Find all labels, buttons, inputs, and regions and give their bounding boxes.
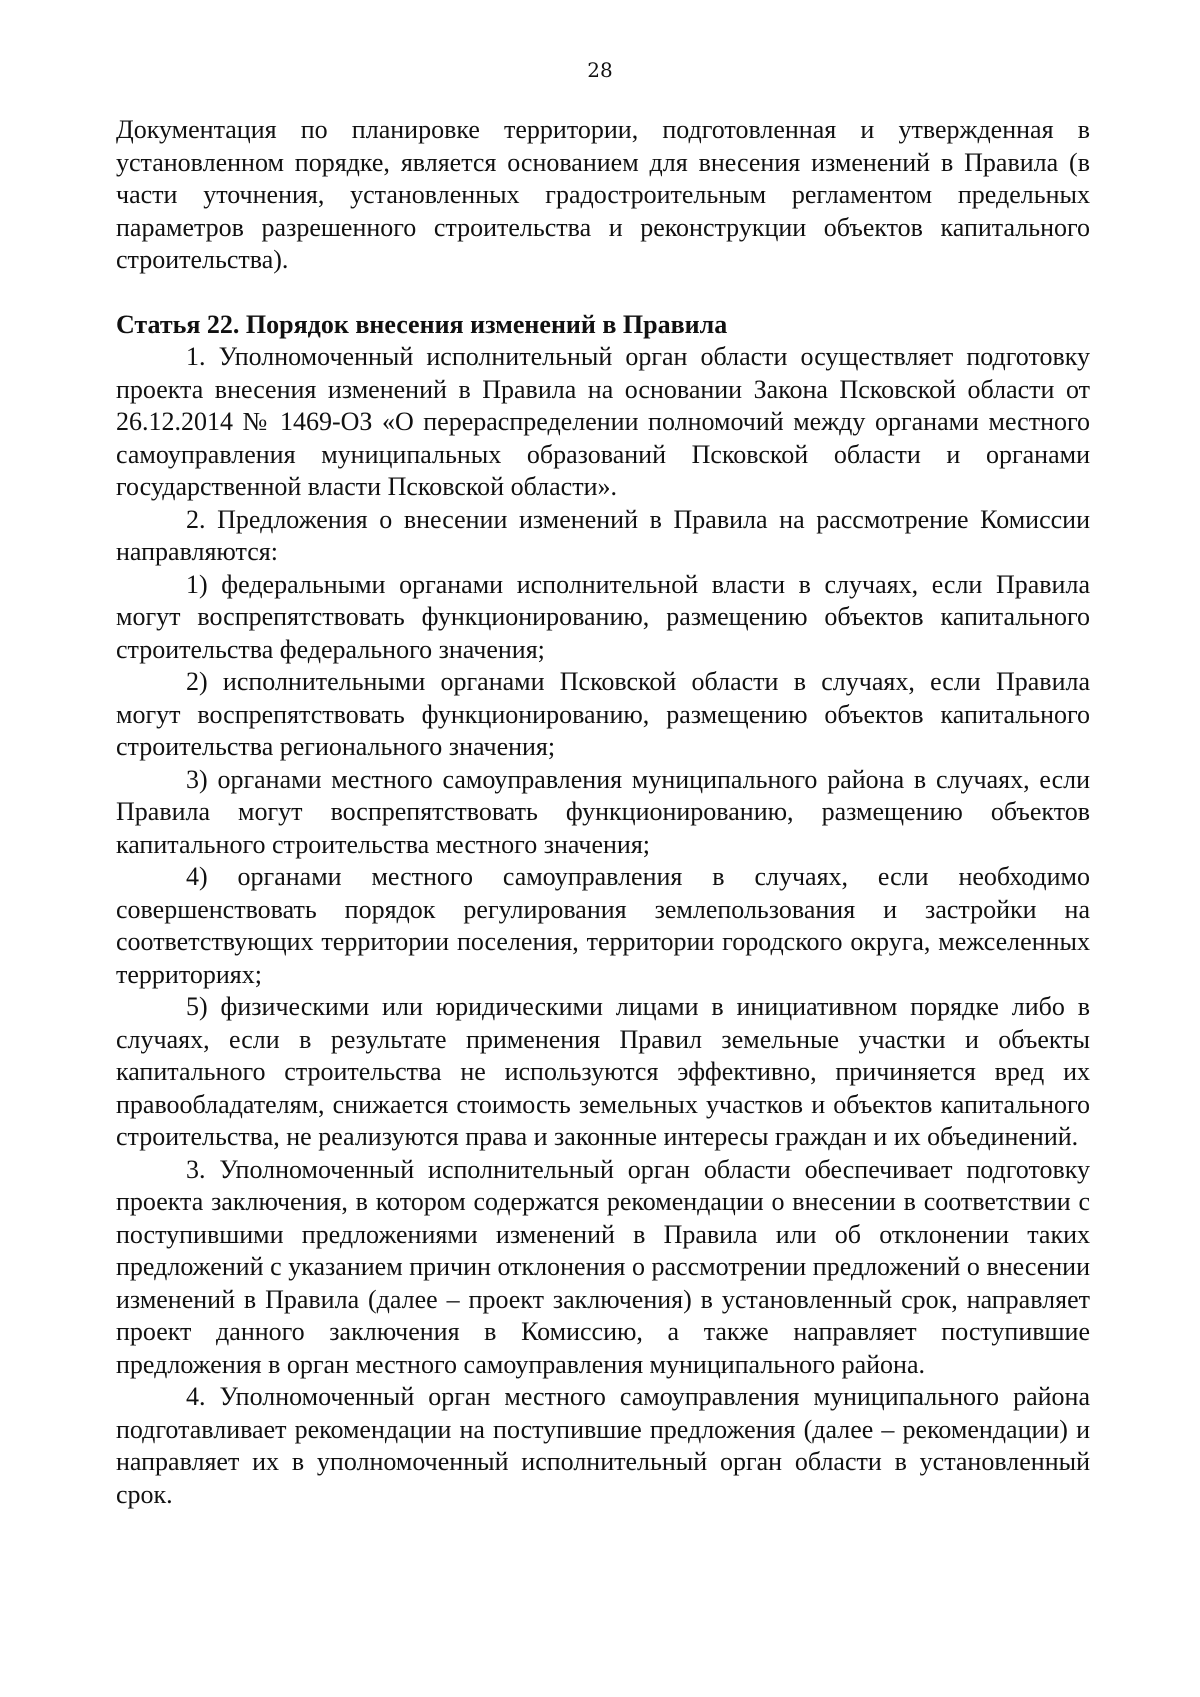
document-body: [116, 114, 1090, 1511]
section-spacer: [116, 277, 1090, 309]
article-subitem-1: 1) федеральными органами исполнительной власти в случаях, если Правила могут воспрепятствовать функционированию, размещению объектов капитального строительства федерального значения;: [116, 569, 1090, 664]
page-number: 28: [587, 58, 613, 82]
article-item-2: 2. Предложения о внесении изменений в Правила на рассмотрение Комиссии направляются:: [116, 504, 1090, 566]
article-subitem-3: 3) органами местного самоуправления муниципального района в случаях, если Правила могут воспрепятствовать функционированию, размещению объектов капитального строительства местного значения;: [116, 764, 1090, 859]
article-subitem-5: 5) физическими или юридическими лицами в инициативном порядке либо в случаях, если в результате применения Правил земельные участки и объекты капитального строительства не используются эффективно, причиняется вред их правообладателям, снижается стоимость земельных участков и объектов капитального строительства, не реализуются права и законные интересы граждан и их объединений.: [116, 992, 1090, 1151]
paragraph-intro: Документация по планировке территории, подготовленная и утвержденная в установленном порядке, является основанием для внесения изменений в Правила (в части уточнения, установленных градостроительным регламентом предельных параметров разрешенного строительства и реконструкции объектов капитального строительства).: [116, 115, 1090, 274]
article-subitem-2: 2) исполнительными органами Псковской области в случаях, если Правила могут воспрепятствовать функционированию, размещению объектов капитального строительства регионального значения;: [116, 667, 1090, 761]
article-22: [116, 309, 1090, 1512]
article-heading: Статья 22. Порядок внесения изменений в Правила: [116, 309, 728, 339]
article-item-4: 4. Уполномоченный орган местного самоуправления муниципального района подготавливает рекомендации на поступившие предложения (далее – рекомендации) и направляет их в уполномоченный исполнительный орган области в установленный срок.: [116, 1382, 1090, 1509]
article-subitem-4: 4) органами местного самоуправления в случаях, если необходимо совершенствовать порядок регулирования землепользования и застройки на соответствующих территории поселения, территории городского округа, межселенных территориях;: [116, 862, 1090, 989]
article-item-1: 1. Уполномоченный исполнительный орган области осуществляет подготовку проекта внесения изменений в Правила на основании Закона Псковской области от 26.12.2014 № 1469-ОЗ «О перераспределении полномочий между органами местного самоуправления муниципальных образований Псковской области и органами государственной власти Псковской области».: [116, 342, 1090, 501]
article-item-3: 3. Уполномоченный исполнительный орган области обеспечивает подготовку проекта заключения, в котором содержатся рекомендации о внесении в соответствии с поступившими предложениями изменений в Правила или об отклонении таких предложений с указанием причин отклонения о рассмотрении предложений о внесении изменений в Правила (далее – проект заключения) в установленный срок, направляет проект данного заключения в Комиссию, а также направляет поступившие предложения в орган местного самоуправления муниципального района.: [116, 1154, 1090, 1379]
